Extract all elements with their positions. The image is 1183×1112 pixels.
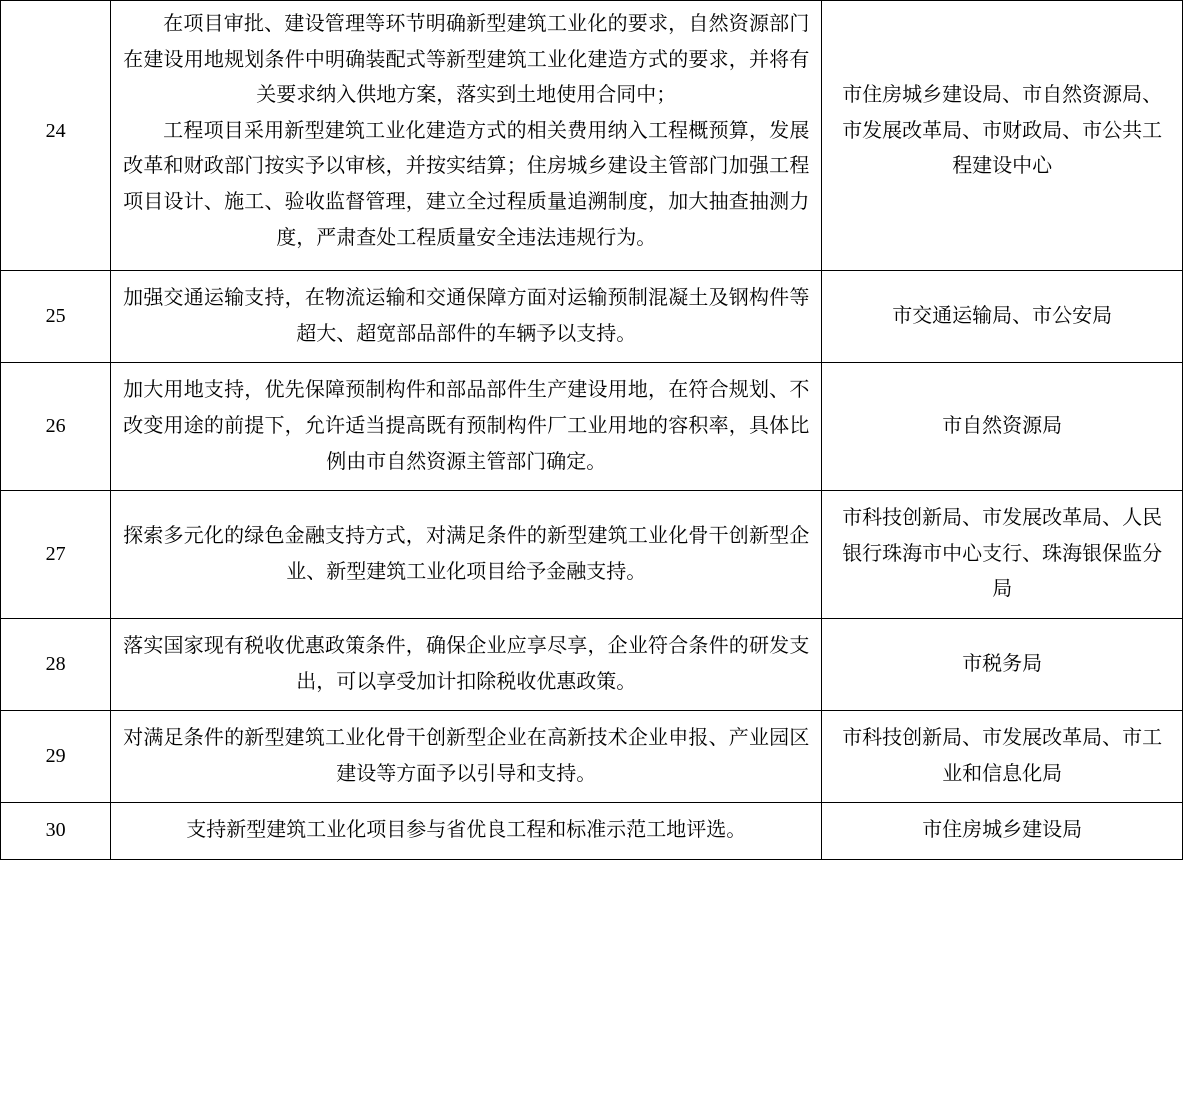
row-number: 28 (1, 618, 111, 710)
row-department: 市税务局 (822, 618, 1183, 710)
row-content-paragraph: 探索多元化的绿色金融支持方式，对满足条件的新型建筑工业化骨干创新型企业、新型建筑工业化项目给予金融支持。 (123, 524, 810, 583)
row-content (111, 711, 822, 803)
table-row (1, 711, 1183, 803)
table-row (1, 1, 1183, 271)
row-content-paragraph: 落实国家现有税收优惠政策条件，确保企业应享尽享，企业符合条件的研发支出，可以享受加计扣除税收优惠政策。 (123, 634, 810, 693)
row-content-paragraph: 加大用地支持，优先保障预制构件和部品部件生产建设用地，在符合规划、不改变用途的前提下，允许适当提高既有预制构件厂工业用地的容积率，具体比例由市自然资源主管部门确定。 (123, 379, 810, 473)
row-content (111, 491, 822, 619)
row-content-paragraph: 对满足条件的新型建筑工业化骨干创新型企业在高新技术企业申报、产业园区建设等方面予以引导和支持。 (123, 727, 810, 785)
row-department: 市住房城乡建设局、市自然资源局、市发展改革局、市财政局、市公共工程建设中心 (822, 1, 1183, 271)
row-content: 支持新型建筑工业化项目参与省优良工程和标准示范工地评选。 (111, 803, 822, 860)
row-number: 29 (1, 711, 111, 803)
row-department: 市交通运输局、市公安局 (822, 271, 1183, 363)
row-number: 24 (1, 1, 111, 271)
row-content (111, 1, 822, 271)
row-department: 市自然资源局 (822, 363, 1183, 491)
row-content (111, 271, 822, 363)
row-department: 市科技创新局、市发展改革局、市工业和信息化局 (822, 711, 1183, 803)
row-content-paragraph: 在项目审批、建设管理等环节明确新型建筑工业化的要求，自然资源部门在建设用地规划条件中明确装配式等新型建筑工业化建造方式的要求，并将有关要求纳入供地方案，落实到土地使用合同中； (123, 13, 810, 107)
row-department: 市住房城乡建设局 (822, 803, 1183, 860)
row-number: 30 (1, 803, 111, 860)
row-number: 25 (1, 271, 111, 363)
table-row (1, 363, 1183, 491)
row-content-paragraph: 加强交通运输支持，在物流运输和交通保障方面对运输预制混凝土及钢构件等超大、超宽部品部件的车辆予以支持。 (123, 287, 810, 345)
row-content (111, 363, 822, 491)
row-department: 市科技创新局、市发展改革局、人民银行珠海市中心支行、珠海银保监分局 (822, 491, 1183, 619)
row-number: 27 (1, 491, 111, 619)
row-number: 26 (1, 363, 111, 491)
row-content-paragraph: 工程项目采用新型建筑工业化建造方式的相关费用纳入工程概预算，发展改革和财政部门按实予以审核，并按实结算；住房城乡建设主管部门加强工程项目设计、施工、验收监督管理，建立全过程质量追溯制度，加大抽查抽测力度，严肃查处工程质量安全违法违规行为。 (123, 119, 810, 249)
table-row (1, 491, 1183, 619)
table-row (1, 803, 1183, 860)
table-row (1, 618, 1183, 710)
table-row (1, 271, 1183, 363)
row-content (111, 618, 822, 710)
